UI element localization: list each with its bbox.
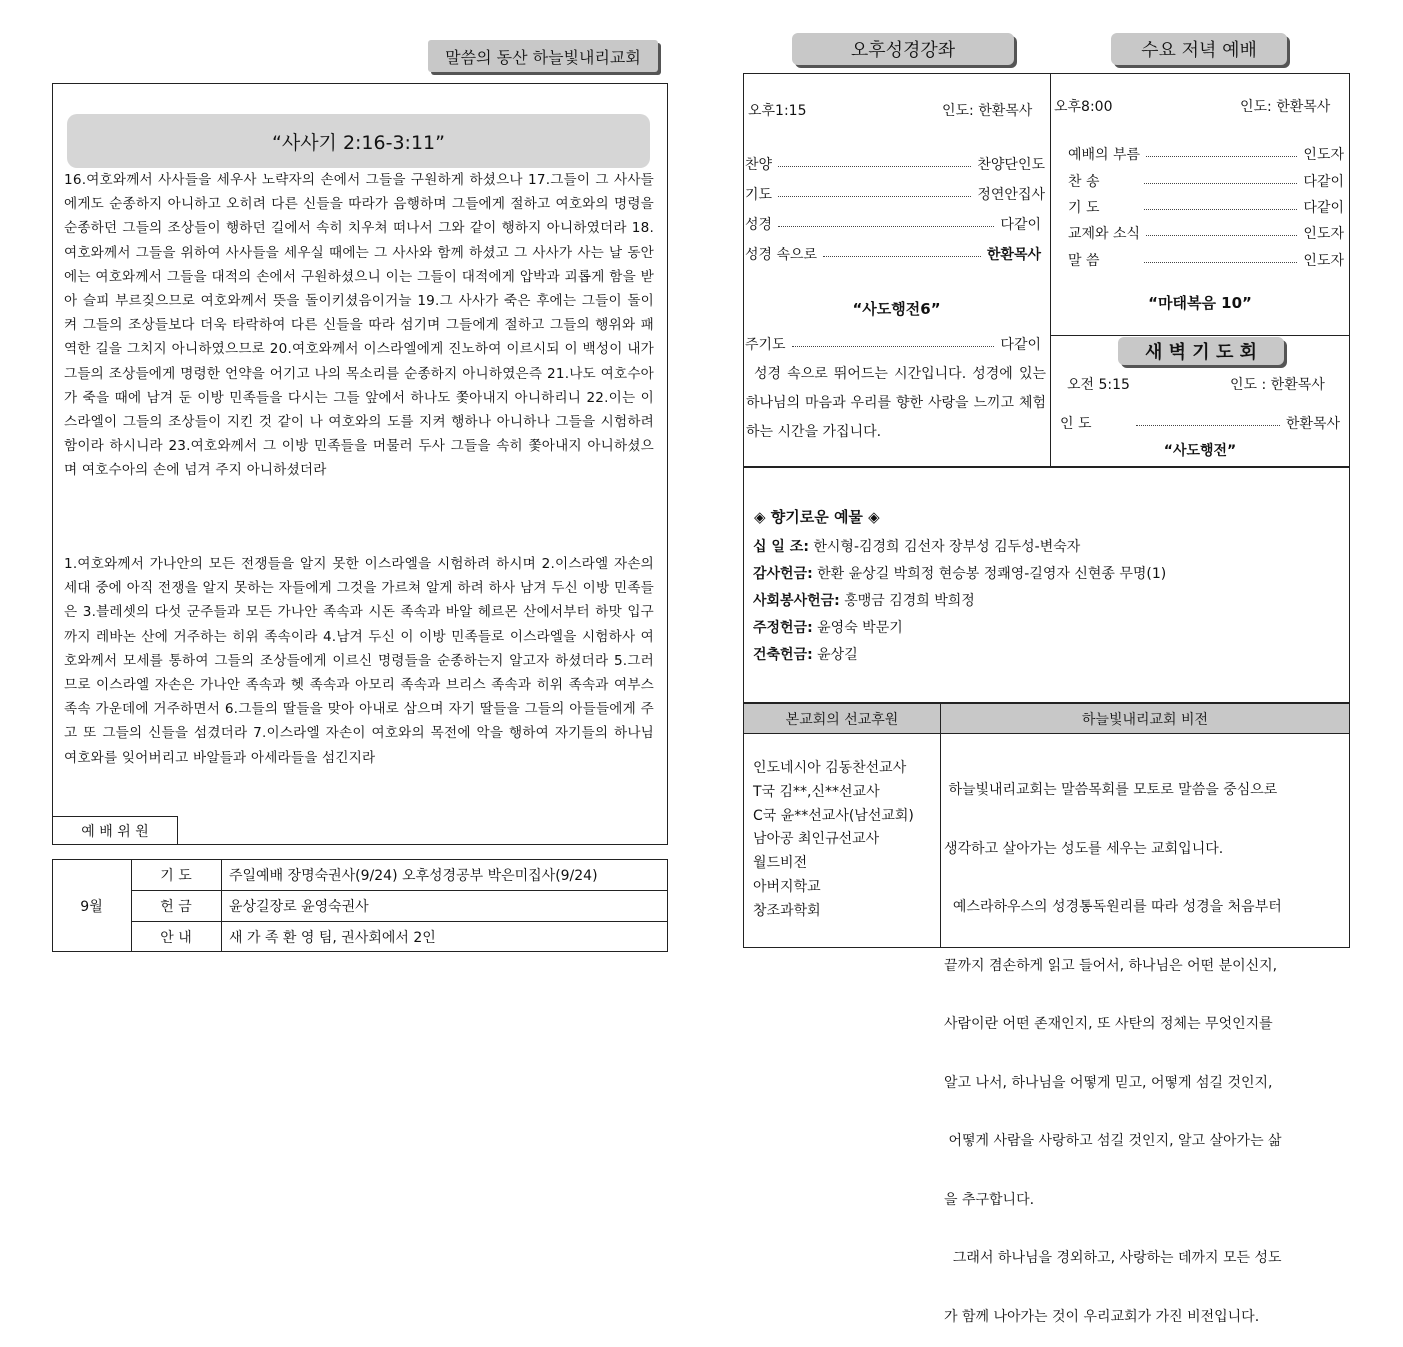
dawn-heading: 새 벽 기 도 회 bbox=[1144, 342, 1257, 363]
wednesday-heading-badge bbox=[1111, 33, 1287, 65]
dawn-leader: 인도 : 한환목사 bbox=[1230, 377, 1325, 393]
wednesday-sermon: “마태복음 10” bbox=[1148, 294, 1252, 312]
offering-label: 사회봉사헌금: bbox=[753, 593, 840, 609]
duty-role-label: 안 내 bbox=[160, 929, 192, 946]
item-value: 다같이 bbox=[1000, 217, 1041, 233]
wednesday-leader: 인도: 한환목사 bbox=[1240, 99, 1331, 115]
afternoon-item-prayer bbox=[745, 184, 1045, 204]
afternoon-heading: 오후성경강좌 bbox=[850, 40, 956, 61]
afternoon-sermon: “사도행전6” bbox=[852, 300, 941, 318]
wednesday-item-hymn bbox=[1068, 171, 1344, 191]
duty-people-label: 윤상길장로 윤영숙권사 bbox=[229, 898, 369, 915]
item-value: 인도자 bbox=[1303, 147, 1344, 163]
item-value: 정연안집사 bbox=[977, 187, 1045, 203]
church-name-badge bbox=[428, 40, 658, 72]
wednesday-heading: 수요 저녁 예배 bbox=[1141, 40, 1257, 61]
vision-line: 하늘빛내리교회는 말씀목회를 모토로 말씀을 중심으로 bbox=[944, 782, 1278, 798]
duty-people-label: 새 가 족 환 영 팀, 권사회에서 2인 bbox=[229, 929, 436, 946]
wednesday-item-news bbox=[1068, 223, 1344, 243]
missions-heading: 본교회의 선교후원 bbox=[785, 711, 899, 728]
duty-people-label: 주일예배 장명숙권사(9/24) 오후성경공부 박은미집사(9/24) bbox=[229, 867, 598, 884]
duty-role-usher bbox=[131, 921, 221, 952]
afternoon-heading-badge bbox=[792, 33, 1014, 65]
mission-item: T국 김**,신**선교사 bbox=[753, 783, 880, 800]
duty-role-label: 기 도 bbox=[160, 867, 192, 884]
wednesday-item-word bbox=[1068, 250, 1344, 270]
scripture-title: “사사기 2:16-3:11” bbox=[272, 131, 445, 154]
duty-month bbox=[52, 859, 131, 952]
vision-line: 끝까지 겸손하게 읽고 들어서, 하나님은 어떤 분이신지, bbox=[944, 957, 1278, 974]
offering-row-social bbox=[753, 590, 975, 610]
dawn-item-lead bbox=[1060, 413, 1340, 433]
afternoon-description: 성경 속으로 뛰어드는 시간입니다. 성경에 있는 하나님의 마음과 우리를 향한 사랑을 느끼고 체험하는 시간을 가집니다. bbox=[746, 366, 1046, 440]
vision-line: 을 추구합니다. bbox=[944, 1191, 1035, 1208]
offering-names: 한환 윤상길 박희정 현승봉 정쾌영-길영자 신현종 무명(1) bbox=[817, 566, 1167, 582]
item-value: 다같이 bbox=[1000, 337, 1041, 353]
vision-heading-cell bbox=[940, 703, 1350, 734]
afternoon-item-into-bible bbox=[745, 244, 1041, 264]
item-label: 말 씀 bbox=[1068, 253, 1100, 269]
offering-label: 건축헌금: bbox=[753, 647, 813, 663]
mission-item: 인도네시아 김동찬선교사 bbox=[753, 760, 907, 776]
dawn-time: 오전 5:15 bbox=[1067, 377, 1130, 393]
item-label: 교제와 소식 bbox=[1068, 226, 1141, 242]
item-value: 찬양단인도 bbox=[977, 157, 1045, 173]
vision-text bbox=[944, 742, 1348, 1347]
dawn-heading-badge bbox=[1118, 337, 1284, 365]
item-value: 한환목사 bbox=[986, 247, 1041, 263]
item-label: 기도 bbox=[745, 187, 773, 203]
afternoon-lords-prayer bbox=[745, 334, 1041, 354]
vision-line: 사람이란 어떤 존재인지, 또 사탄의 정체는 무엇인지를 bbox=[944, 1016, 1273, 1032]
mission-item: C국 윤**선교사(남선교회) bbox=[753, 807, 914, 824]
afternoon-time: 오후1:15 bbox=[748, 103, 807, 119]
vision-line: 알고 나서, 하나님을 어떻게 믿고, 어떻게 섬길 것인지, bbox=[944, 1074, 1273, 1091]
missions-heading-cell bbox=[743, 703, 941, 734]
item-label: 찬 송 bbox=[1068, 174, 1100, 190]
item-value: 인도자 bbox=[1303, 253, 1344, 269]
offering-row-tithe bbox=[753, 536, 1080, 556]
item-label: 기 도 bbox=[1068, 200, 1100, 216]
offering-names: 윤영숙 박문기 bbox=[817, 620, 903, 636]
offering-row-weekly bbox=[753, 617, 903, 637]
mission-item: 창조과학회 bbox=[753, 902, 821, 919]
offering-label: 주정헌금: bbox=[753, 620, 813, 636]
item-label: 성경 bbox=[745, 217, 773, 233]
offering-names: 한시형-김경희 김선자 장부성 김두성-변숙자 bbox=[813, 539, 1081, 555]
item-label: 주기도 bbox=[745, 337, 786, 353]
duty-title-box bbox=[52, 816, 178, 845]
mission-item: 월드비전 bbox=[753, 855, 808, 872]
offering-row-thanks bbox=[753, 563, 1166, 583]
vision-heading: 하늘빛내리교회 비전 bbox=[1081, 711, 1209, 728]
missions-list bbox=[753, 757, 914, 924]
item-label: 인 도 bbox=[1060, 416, 1092, 432]
item-label: 찬양 bbox=[745, 157, 773, 173]
duty-role-label: 헌 금 bbox=[160, 898, 192, 915]
duty-role-prayer bbox=[131, 859, 221, 890]
offering-names: 윤상길 bbox=[817, 647, 858, 663]
offering-label: 감사헌금: bbox=[753, 566, 813, 582]
duty-role-offering bbox=[131, 890, 221, 921]
duty-title: 예 배 위 원 bbox=[81, 823, 149, 840]
duty-people-usher bbox=[229, 921, 659, 952]
duty-people-offering bbox=[229, 890, 659, 921]
vision-line: 가 함께 나아가는 것이 우리교회가 가진 비전입니다. bbox=[944, 1308, 1260, 1325]
vision-line: 어떻게 사람을 사랑하고 섬길 것인지, 알고 살아가는 삶 bbox=[944, 1133, 1282, 1149]
mission-item: 아버지학교 bbox=[753, 878, 821, 895]
offering-label: 십 일 조: bbox=[753, 539, 809, 555]
duty-month-label: 9월 bbox=[80, 898, 103, 915]
item-value: 인도자 bbox=[1303, 226, 1344, 242]
vision-line: 예스라하우스의 성경통독원리를 따라 성경을 처음부터 bbox=[944, 899, 1282, 915]
duty-people-prayer bbox=[229, 859, 659, 890]
offerings-heading: ◈ 향기로운 예물 ◈ bbox=[754, 508, 880, 526]
wednesday-item-call bbox=[1068, 144, 1344, 164]
scripture-paragraph-1: 16.여호와께서 사사들을 세우사 노략자의 손에서 그들을 구원하게 하셨으나 17.그들이 그 사사들에게도 순종하지 아니하고 오히려 다른 신들을 따라가 음행하며 그들에게 절하고 여호와의 명령을 순종하던 그들의 조상들이 행하던 길에서 속히 치우쳐 떠나서 그와 같이 행하지 아니하였더라 18.여호와께서 그들을 위하여 사사들을 세우실 때에는 그 사사와 함께 하셨고 그 사사가 사는 날 동안에는 여호와께서 그들을 대적의 손에서 구원하셨으니 이는 그들이 대적에게 압박과 괴롭게 함을 받아 슬피 부르짖으므로 여호와께서 뜻을 돌이키셨음이거늘 19.그 사사가 죽은 후에는 그들이 돌이켜 그들의 조상들보다 더욱 타락하여 다른 신들을 따라 섬기며 그들에게 절하고 그들의 행위와 패역한 길을 그치지 아니하였으므로 20.여호와께서 이스라엘에게 진노하여 이르시되 이 백성이 내가 그들의 조상들에게 명령한 언약을 어기고 나의 목소리를 순종하지 아니하였은즉 21.나도 여호수아가 죽을 때에 남겨 둔 이방 민족들을 다시는 그들 앞에서 하나도 쫓아내지 아니하리니 22.이는 이스라엘이 그들의 조상들이 지킨 것 같이 나 여호와의 도를 지켜 행하나 아니하나 그들을 시험하려 함이라 하시니라 23.여호와께서 그 이방 민족들을 머물러 두사 그들을 속히 쫓아내지 아니하셨으며 여호수아의 손에 넘겨 주지 아니하셨더라 bbox=[64, 172, 654, 479]
offering-names: 홍맹금 김경희 박희정 bbox=[844, 593, 975, 609]
item-label: 성경 속으로 bbox=[745, 247, 818, 263]
wednesday-time: 오후8:00 bbox=[1054, 99, 1113, 115]
offerings-box bbox=[743, 467, 1350, 703]
scripture-paragraph-2: 1.여호와께서 가나안의 모든 전쟁들을 알지 못한 이스라엘을 시험하려 하시며 2.이스라엘 자손의 세대 중에 아직 전쟁을 알지 못하는 자들에게 그것을 가르쳐 알게 하려 하사 남겨 두신 이방 민족들은 3.블레셋의 다섯 군주들과 모든 가나안 족속과 시돈 족속과 바알 헤르몬 산에서부터 하맛 입구까지 레바논 산에 거주하는 히위 족속이라 4.남겨 두신 이 이방 민족들로 이스라엘을 시험하사 여호와께서 모세를 통하여 그들의 조상들에게 이르신 명령들을 순종하는지 알고자 하셨더라 5.그러므로 이스라엘 자손은 가나안 족속과 헷 족속과 아모리 족속과 브리스 족속과 히위 족속과 여부스 족속 가운데에 거주하면서 6.그들의 딸들을 맞아 아내로 삼으며 자기 딸들을 그들의 아들들에게 주고 또 그들의 신들을 섬겼더라 7.이스라엘 자손이 여호와의 목전에 악을 행하여 자기들의 하나님 여호와를 잊어버리고 바알들과 아세라들을 섬긴지라 bbox=[64, 556, 654, 766]
dawn-sermon: “사도행전” bbox=[1163, 443, 1237, 459]
mission-item: 남아공 최인규선교사 bbox=[753, 831, 880, 848]
item-value: 다같이 bbox=[1303, 200, 1344, 216]
item-value: 다같이 bbox=[1303, 174, 1344, 190]
item-value: 한환목사 bbox=[1285, 416, 1340, 432]
afternoon-item-bible bbox=[745, 214, 1041, 234]
church-name-label: 말씀의 동산 하늘빛내리교회 bbox=[445, 47, 641, 67]
scripture-title-banner bbox=[67, 114, 650, 168]
item-label: 예배의 부름 bbox=[1068, 147, 1141, 163]
wednesday-item-prayer bbox=[1068, 197, 1344, 217]
afternoon-leader: 인도: 한환목사 bbox=[942, 103, 1033, 119]
offering-row-building bbox=[753, 644, 858, 664]
vision-line: 그래서 하나님을 경외하고, 사랑하는 데까지 모든 성도 bbox=[944, 1250, 1282, 1266]
vision-line: 생각하고 살아가는 성도를 세우는 교회입니다. bbox=[944, 840, 1224, 857]
afternoon-item-praise bbox=[745, 154, 1045, 174]
